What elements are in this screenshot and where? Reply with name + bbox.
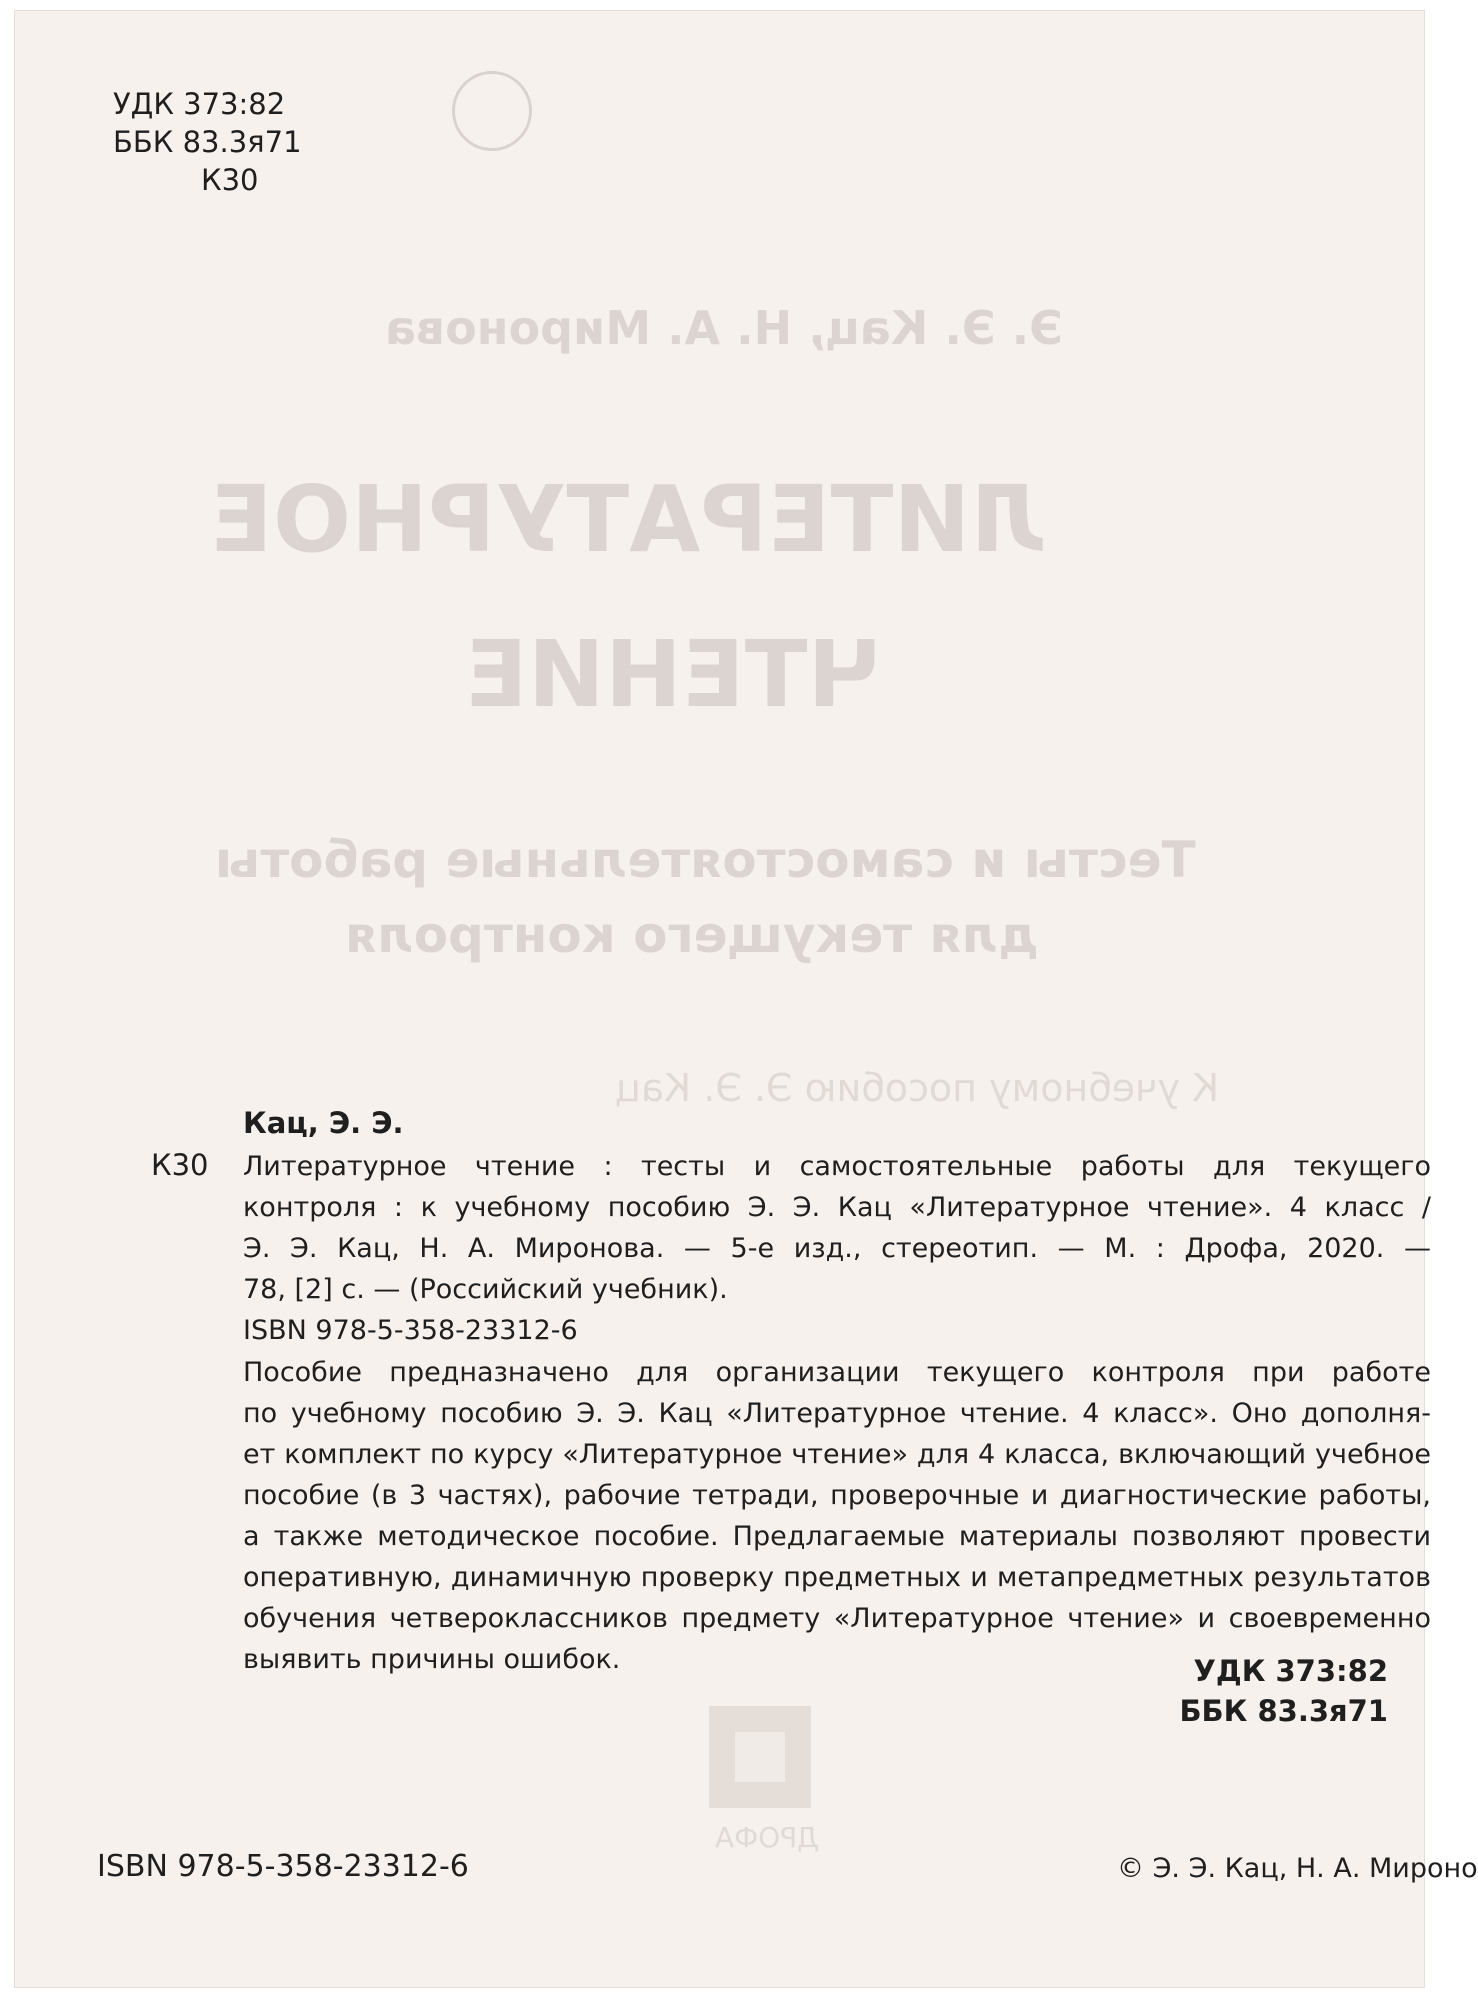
bbk-code: ББК 83.3я71 xyxy=(113,125,302,159)
show-through-seal xyxy=(452,71,532,151)
annotation-line: Пособие предназначено для организации текущего контроля при работе xyxy=(243,1357,1431,1388)
annotation-line: а также методическое пособие. Предлагаемые материалы позволяют провести xyxy=(243,1521,1431,1552)
annotation-line: оперативную, динамичную проверку предметных и метапредметных результатов xyxy=(243,1562,1431,1593)
entry-isbn: ISBN 978-5-358-23312-6 xyxy=(243,1315,578,1346)
show-through-authors: Э. Э. Кац, Н. А. Миронова xyxy=(385,301,1063,355)
author-sign: К30 xyxy=(201,163,259,197)
copyright-notice: © Э. Э. Кац, Н. А. Мироно xyxy=(1117,1853,1478,1884)
show-through-subtitle-1: Тесты и самостоятельные работы xyxy=(215,831,1196,889)
annotation-line: выявить причины ошибок. xyxy=(243,1644,621,1675)
show-through-publisher: ДРОФА xyxy=(715,1821,820,1854)
bibliographic-line: 78, [2] с. — (Российский учебник). xyxy=(243,1274,728,1305)
show-through-subtitle-2: для текущего контроля xyxy=(345,906,1039,964)
catalog-card-page xyxy=(14,10,1478,1988)
show-through-line: К учебному пособию Э. Э. Кац xyxy=(615,1066,1220,1110)
bibliographic-line: Э. Э. Кац, Н. А. Миронова. — 5-е изд., стереотип. — М. : Дрофа, 2020. — xyxy=(243,1233,1431,1264)
top-classification-codes xyxy=(113,85,302,199)
udk-code: УДК 373:82 xyxy=(113,87,286,121)
footer-isbn: ISBN 978-5-358-23312-6 xyxy=(97,1849,469,1884)
bibliographic-line: Литературное чтение : тесты и самостоятельные работы для текущего xyxy=(243,1151,1431,1182)
annotation-line: по учебному пособию Э. Э. Кац «Литературное чтение. 4 класс». Оно дополня- xyxy=(243,1398,1431,1429)
annotation-line: обучения четвероклассников предмету «Литературное чтение» и своевременно xyxy=(243,1603,1431,1634)
bottom-classification-codes xyxy=(1179,1651,1388,1731)
entry-author: Кац, Э. Э. xyxy=(243,1106,404,1140)
show-through-logo xyxy=(709,1706,811,1808)
udk-code: УДК 373:82 xyxy=(1193,1654,1388,1688)
bbk-code: ББК 83.3я71 xyxy=(1179,1694,1388,1728)
show-through-title-1: ЛИТЕРАТУРНОЕ xyxy=(210,466,1047,573)
annotation-line: пособие (в 3 частях), рабочие тетради, проверочные и диагностические работы, xyxy=(243,1480,1431,1511)
annotation-line: ет комплект по курсу «Литературное чтение» для 4 класса, включающий учебное xyxy=(243,1439,1431,1470)
entry-author-sign: К30 xyxy=(151,1148,209,1182)
bibliographic-description xyxy=(243,1146,1431,1310)
annotation xyxy=(243,1352,1431,1680)
show-through-title-2: ЧТЕНИЕ xyxy=(465,621,882,728)
bibliographic-line: контроля : к учебному пособию Э. Э. Кац «Литературное чтение». 4 класс / xyxy=(243,1192,1431,1223)
